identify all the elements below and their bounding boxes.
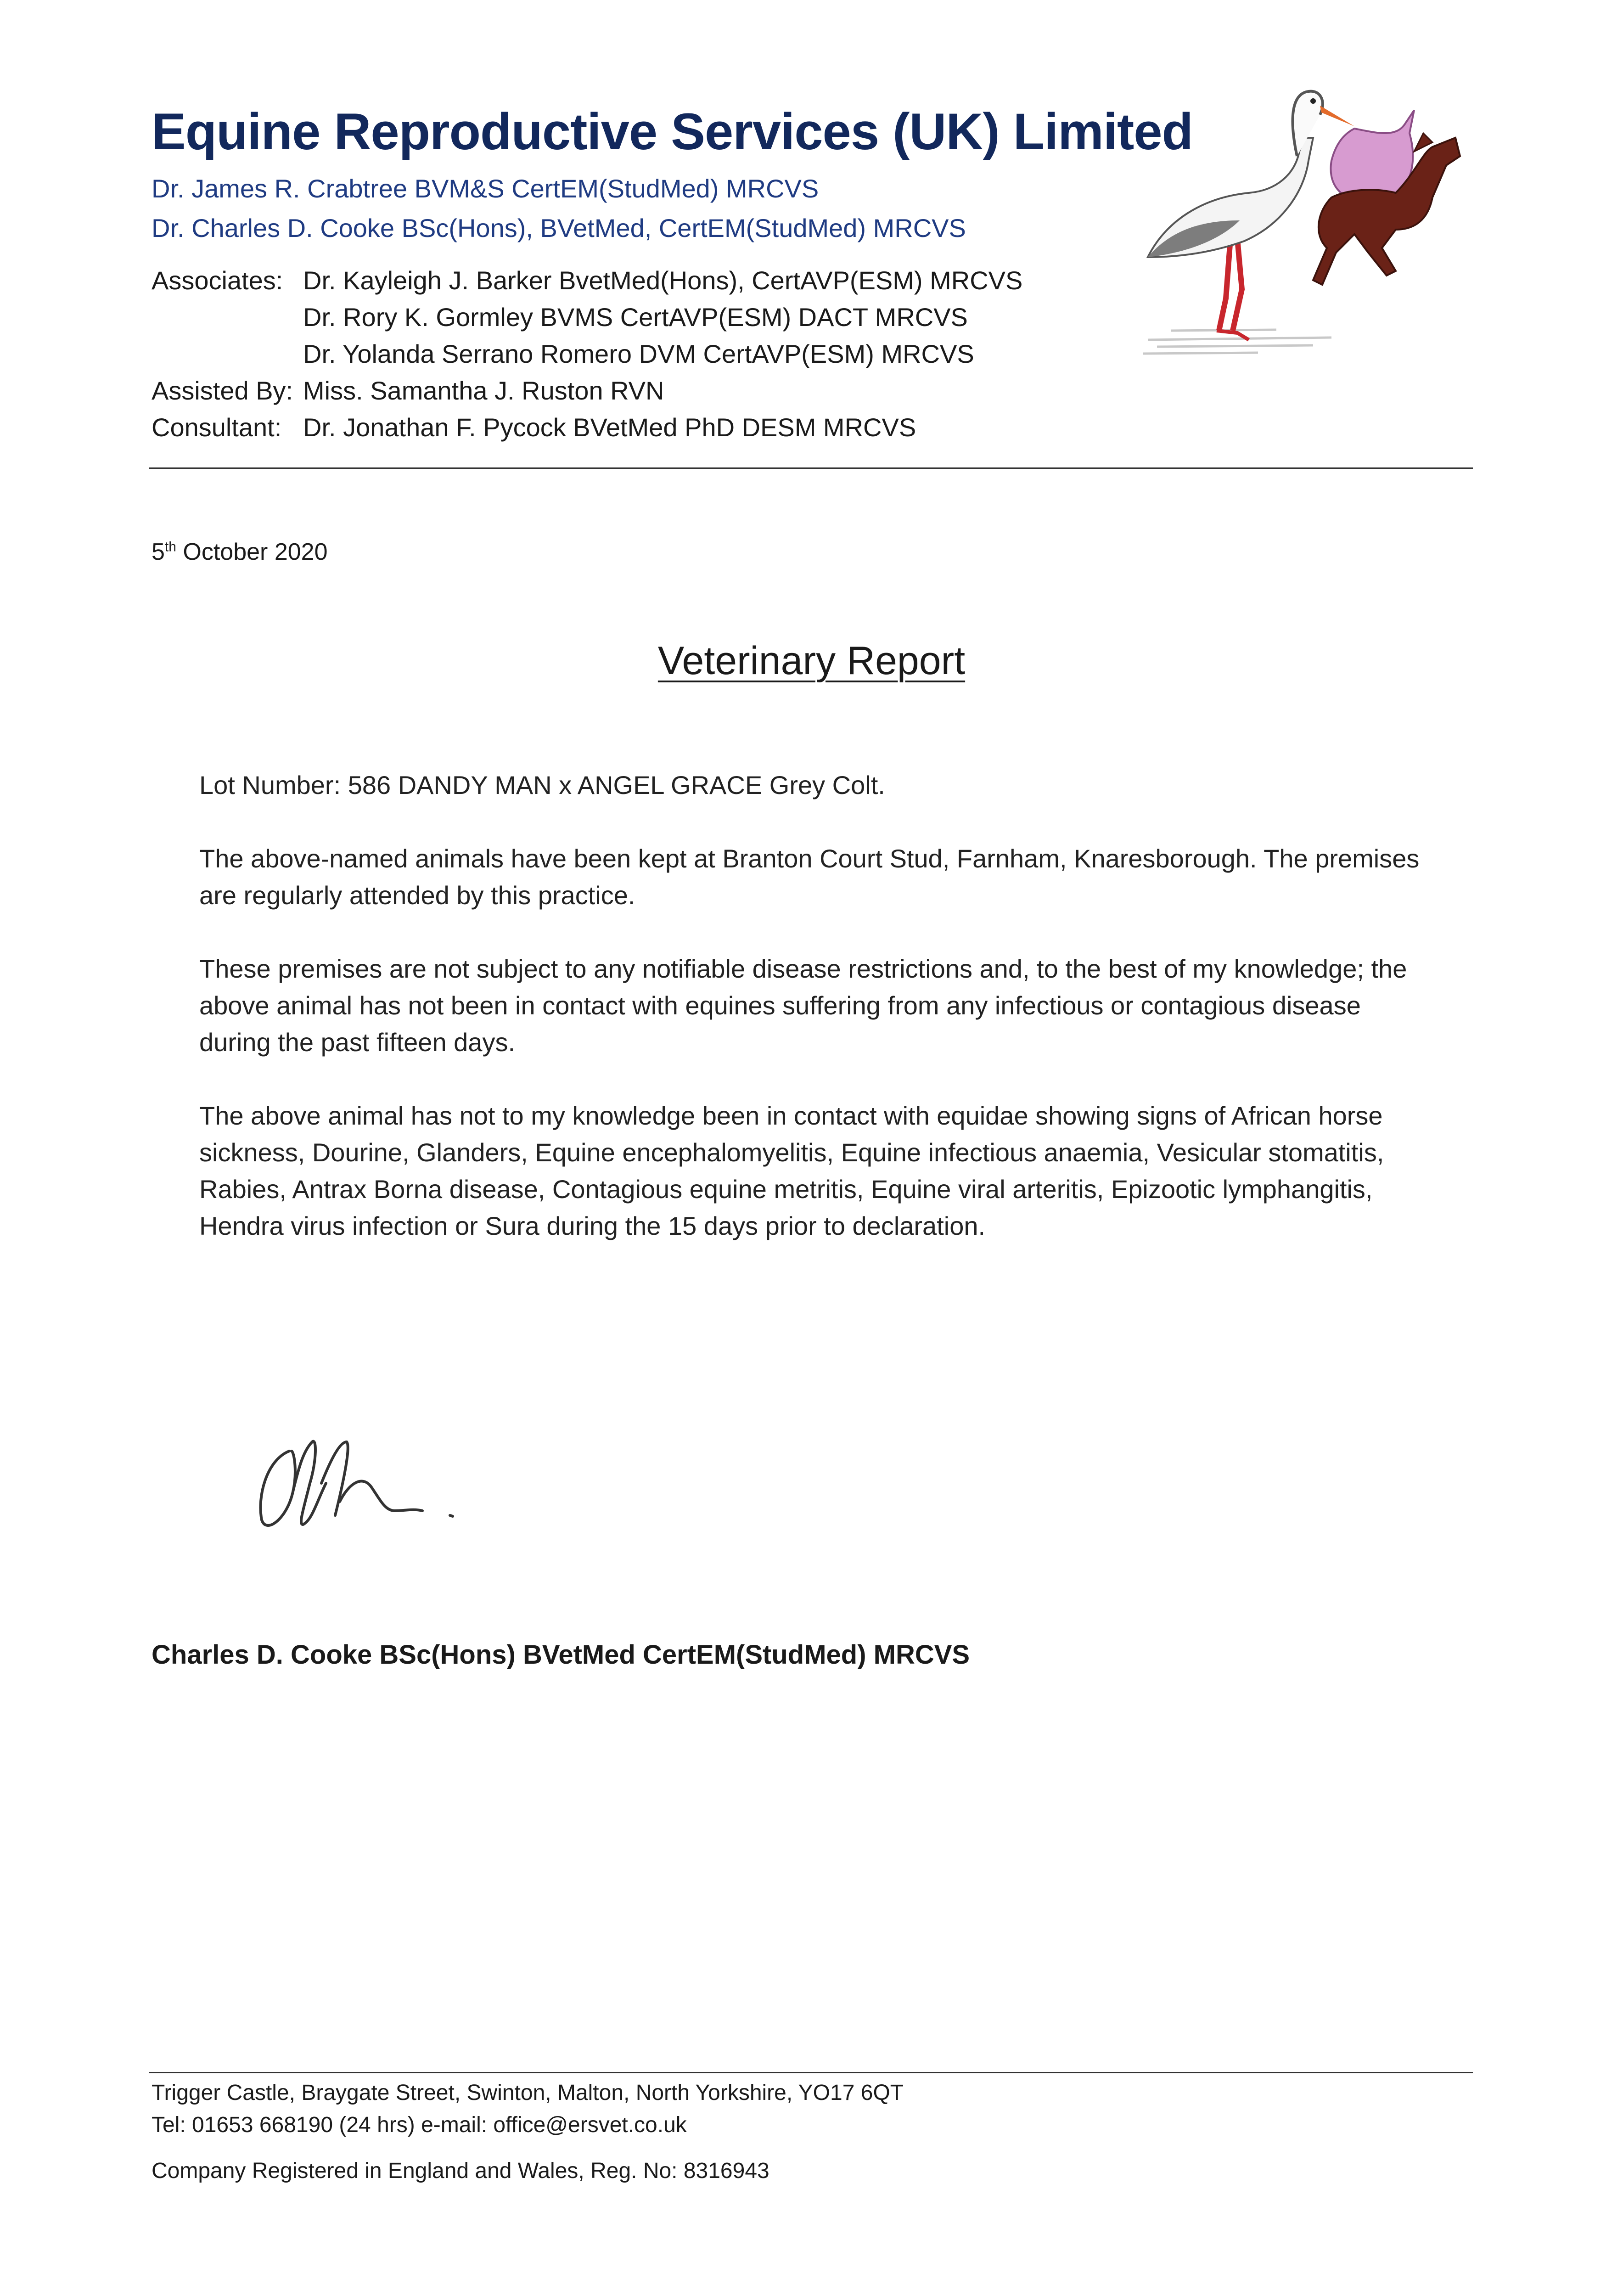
partner-2: Dr. Charles D. Cooke BSc(Hons), BVetMed, CertEM(StudMed) MRCVS [152,214,966,242]
signatory-name: Charles D. Cooke BSc(Hons) BVetMed CertEM(StudMed) MRCVS [152,1640,970,1670]
associates-label: Associates: [152,266,283,295]
paragraph-restrictions: These premises are not subject to any notifiable disease restrictions and, to the best of my knowledge; the above animal has not been in contact with equines suffering from any infectious or contagious disease during the past fifteen days. [199,954,1407,1057]
associate-1: Dr. Kayleigh J. Barker BvetMed(Hons), CertAVP(ESM) MRCVS [303,266,1023,295]
paragraph-premises: The above-named animals have been kept at Branton Court Stud, Farnham, Knaresborough. The premises are regularly attended by this practice. [199,844,1420,910]
header-divider [149,467,1473,469]
letter-date: 5th October 2020 [152,539,328,565]
paragraph-disease-declaration: The above animal has not to my knowledge been in contact with equidae showing signs of African horse sickness, Dourine, Glanders, Equine encephalomyelitis, Equine infectious anaemia, Vesicular stomatitis, Rabies, Antrax Borna disease, Contagious equine metritis, Equine viral arteritis, Epizootic lymphangitis, Hendra virus infection or Sura during the 15 days prior to declaration. [199,1101,1384,1240]
report-title: Veterinary Report [657,639,966,683]
consultant: Dr. Jonathan F. Pycock BVetMed PhD DESM MRCVS [303,413,916,442]
footer-divider [149,2072,1473,2073]
consultant-label: Consultant: [152,413,282,442]
footer-address: Trigger Castle, Braygate Street, Swinton, Malton, North Yorkshire, YO17 6QT [152,2081,904,2105]
footer-registration: Company Registered in England and Wales, Reg. No: 8316943 [152,2159,769,2183]
assisted-by-label: Assisted By: [152,376,293,405]
associate-2: Dr. Rory K. Gormley BVMS CertAVP(ESM) DACT MRCVS [303,303,968,332]
assistant: Miss. Samantha J. Ruston RVN [303,376,664,405]
associate-3: Dr. Yolanda Serrano Romero DVM CertAVP(ESM) MRCVS [303,339,974,368]
lot-number-line: Lot Number: 586 DANDY MAN x ANGEL GRACE Grey Colt. [199,771,885,799]
footer-contact: Tel: 01653 668190 (24 hrs) e-mail: office@ersvet.co.uk [152,2113,687,2137]
partner-1: Dr. James R. Crabtree BVM&S CertEM(StudMed) MRCVS [152,174,819,203]
company-name: Equine Reproductive Services (UK) Limited [152,103,1193,160]
handwritten-signature [248,1433,468,1543]
stork-carrying-foal-logo [1139,83,1478,358]
